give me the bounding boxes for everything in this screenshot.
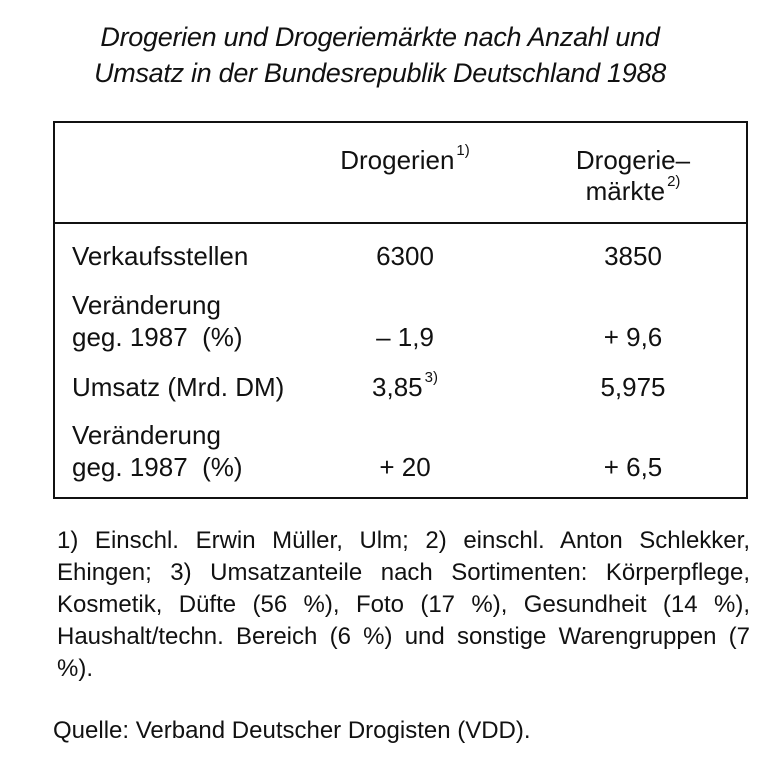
footnotes: 1) Einschl. Erwin Müller, Ulm; 2) einschl. Anton Schlekker, Ehingen; 3) Umsatzanteile nach Sortimenten: Körperpflege, Kosmetik, Düfte (56 %), Foto (17 %), Gesundheit (14 %), Haushalt/techn. Bereich (6 %) und sonstige Warengruppen (7 %). (57, 527, 750, 682)
cell-maerkte-veraenderung-1: + 9,6 (603, 322, 663, 352)
column-header-maerkte-label: märkte (585, 176, 666, 206)
cell-maerkte-umsatz: 5,975 (600, 372, 666, 402)
column-header-drogerien (305, 144, 505, 176)
column-header-maerkte-line-2 (533, 175, 733, 207)
row-label-veraenderung-2-line-1: Veränderung (72, 420, 221, 450)
cell-drogerien-veraenderung-1: – 1,9 (376, 322, 434, 352)
row-label-veraenderung-1-line-2: geg. 1987 (%) (72, 322, 243, 352)
footnote-ref-2: 2) (667, 173, 681, 191)
row-label-verkaufsstellen: Verkaufsstellen (72, 241, 249, 271)
footnote-ref-1: 1) (456, 142, 470, 160)
row-label-veraenderung-1-line-1: Veränderung (72, 290, 221, 320)
cell-drogerien-verkaufsstellen: 6300 (376, 241, 434, 271)
source-note: Quelle: Verband Deutscher Drogisten (VDD). (53, 717, 531, 744)
footnote-ref-3: 3) (424, 369, 438, 387)
cell-maerkte-verkaufsstellen: 3850 (604, 241, 662, 271)
cell-drogerien-umsatz-value: 3,85 (372, 372, 423, 402)
row-label-veraenderung-2-line-2: geg. 1987 (%) (72, 452, 243, 482)
cell-drogerien-umsatz (305, 371, 505, 403)
column-header-maerkte-line-1: Drogerie– (575, 145, 691, 175)
table-title-line-2: Umsatz in der Bundesrepublik Deutschland 1988 (94, 58, 666, 88)
row-label-umsatz: Umsatz (Mrd. DM) (72, 372, 285, 402)
data-table (53, 121, 748, 499)
header-divider (55, 222, 746, 224)
cell-drogerien-veraenderung-2: + 20 (379, 452, 431, 482)
cell-maerkte-veraenderung-2: + 6,5 (603, 452, 663, 482)
table-title-line-1: Drogerien und Drogeriemärkte nach Anzahl und (100, 22, 660, 52)
column-header-drogerien-label: Drogerien (340, 145, 455, 175)
